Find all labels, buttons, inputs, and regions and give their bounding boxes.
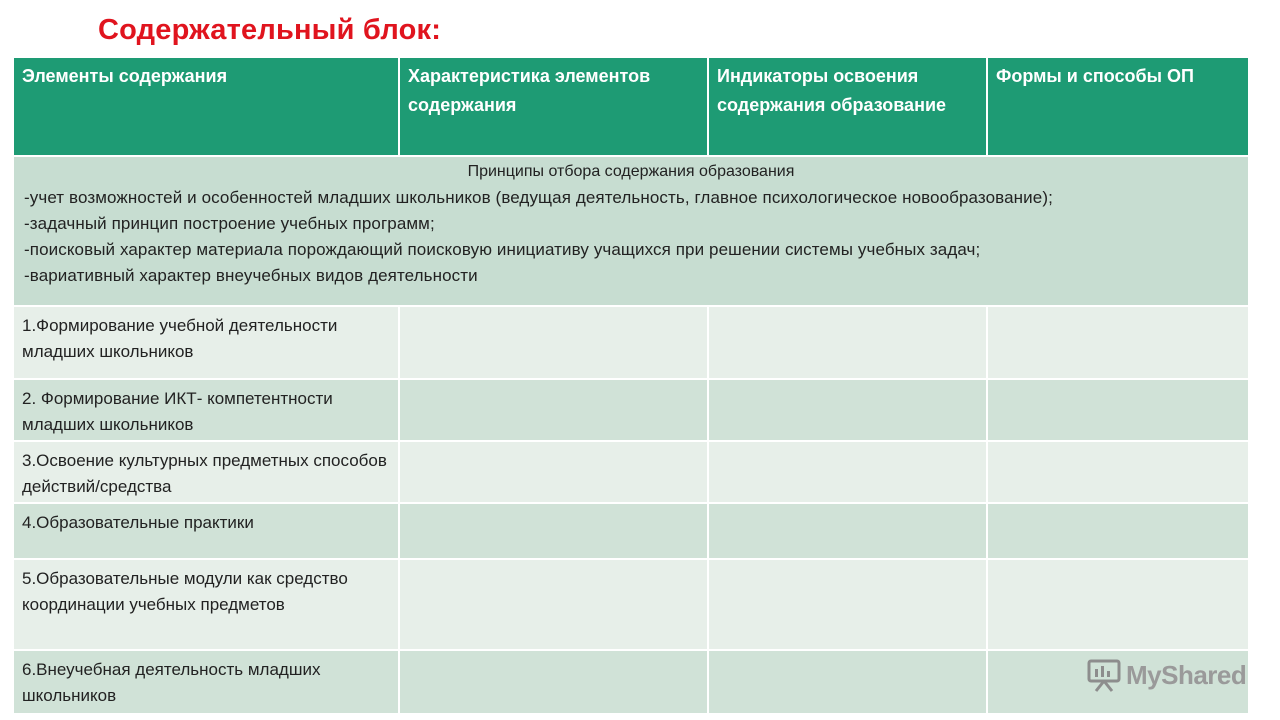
table-row [13, 650, 1249, 714]
row-forms-cell [987, 503, 1249, 559]
principles-line: -поисковый характер материала порождающий поисковую инициативу учащихся при решении системы учебных задач; [24, 240, 981, 259]
row-indicators-cell [708, 306, 987, 379]
row-forms-cell [987, 379, 1249, 441]
row-characteristics-cell [399, 559, 708, 650]
table-row [13, 559, 1249, 650]
table-row [13, 441, 1249, 503]
row-characteristics-cell [399, 650, 708, 714]
row-characteristics-cell [399, 306, 708, 379]
row-indicators-cell [708, 559, 987, 650]
row-characteristics-cell [399, 503, 708, 559]
row-indicators-cell [708, 650, 987, 714]
watermark-text: MyShared [1126, 659, 1247, 690]
principles-line: -учет возможностей и особенностей младших школьников (ведущая деятельность, главное психологическое новообразование); [24, 188, 1053, 207]
table-row [13, 379, 1249, 441]
table-row [13, 503, 1249, 559]
row-forms-cell [987, 559, 1249, 650]
row-element-cell: 4.Образовательные практики [13, 503, 399, 559]
slide-title: Содержательный блок: [98, 14, 442, 46]
row-element-cell: 3.Освоение культурных предметных способов действий/средства [13, 441, 399, 503]
row-indicators-cell [708, 441, 987, 503]
header-cell-elements: Элементы содержания [13, 57, 399, 156]
row-element-cell: 1.Формирование учебной деятельности младших школьников [13, 306, 399, 379]
row-element-cell: 6.Внеучебная деятельность младших школьников [13, 650, 399, 714]
row-indicators-cell [708, 503, 987, 559]
presentation-board-icon [1086, 657, 1122, 693]
principles-cell [13, 156, 1249, 306]
myshared-watermark [1086, 657, 1246, 693]
header-cell-indicators: Индикаторы освоения содержания образование [708, 57, 987, 156]
row-characteristics-cell [399, 441, 708, 503]
header-cell-characteristics: Характеристика элементов содержания [399, 57, 708, 156]
row-forms-cell [987, 306, 1249, 379]
principles-heading: Принципы отбора содержания образования [467, 163, 795, 180]
header-cell-forms: Формы и способы ОП [987, 57, 1249, 156]
principles-line: -вариативный характер внеучебных видов деятельности [24, 266, 478, 285]
row-indicators-cell [708, 379, 987, 441]
row-element-cell: 2. Формирование ИКТ- компетентности младших школьников [13, 379, 399, 441]
row-element-cell: 5.Образовательные модули как средство координации учебных предметов [13, 559, 399, 650]
table-row [13, 306, 1249, 379]
header-row [13, 57, 1249, 156]
principles-row [13, 156, 1249, 306]
principles-line: -задачный принцип построение учебных программ; [24, 214, 435, 233]
row-forms-cell [987, 441, 1249, 503]
content-table [12, 56, 1250, 715]
row-characteristics-cell [399, 379, 708, 441]
